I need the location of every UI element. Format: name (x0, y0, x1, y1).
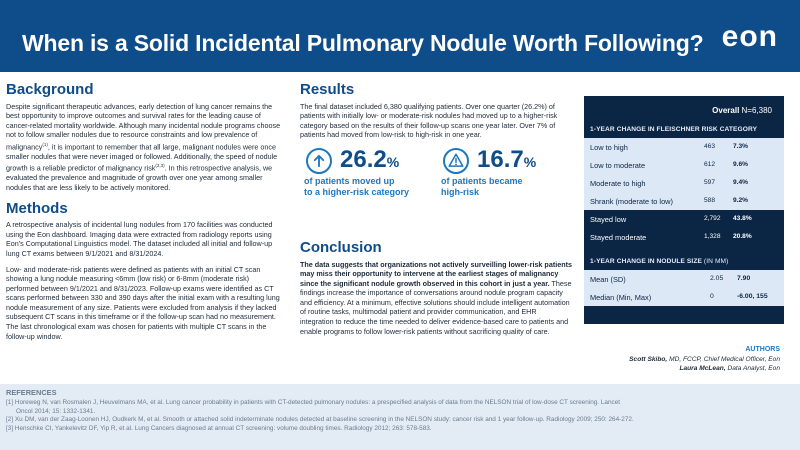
background-text-part1: Despite significant therapeutic advances, early detection of lung cancer remains the best opportunity to improve outcomes and survival rates for the leading cause of cancer-related mortality worldwide. Although many incidental nodule programs choose not to follow smaller nodules due to resource constraints and low prevalence of malignancy (6, 101, 281, 152)
background-text (6, 102, 283, 193)
up-arrow-circle-icon (306, 148, 332, 174)
risk-row-percent: 9.4% (733, 179, 749, 186)
background-text-part2: , it is important to remember that all large, malignant nodules were once smaller nodules that were never imaged or followed. Additionally, the speed of nodule growth is a reliable predictor of malignancy risk (6, 142, 278, 173)
risk-row-label: Low to moderate (590, 161, 646, 170)
risk-row (584, 156, 784, 174)
stat-label-line-2: to a higher-risk category (304, 186, 410, 197)
reference-2: [2] Xu DM, van der Zaag-Loonen HJ, Oudkerk M, et al. Smooth or attached solid indeterminate nodules detected at baseline screening in the NELSON study: cancer risk and 1 year follow-up. Radiology 2009; 250: 264-272. (6, 416, 634, 424)
authors-block (584, 346, 780, 373)
size-row-value-1: 2.05 (710, 275, 724, 282)
risk-row-count: 588 (704, 197, 716, 204)
stat-value-number: 26.2 (340, 145, 387, 173)
stat-label (304, 176, 409, 198)
risk-row-label: Stayed low (590, 215, 627, 224)
risk-row-count: 612 (704, 161, 716, 168)
stat-label (441, 176, 523, 198)
size-row (584, 270, 784, 288)
risk-row-count: 463 (704, 143, 716, 150)
risk-row-label: Stayed moderate (590, 233, 647, 242)
size-table (584, 270, 784, 306)
size-row-value-2: -6.00, 155 (737, 293, 768, 300)
left-column (6, 82, 283, 341)
stat-label-line-1: of patients moved up (304, 175, 395, 186)
results-table-panel (584, 96, 784, 324)
author-1-name: Scott Skibo, (629, 356, 668, 363)
background-heading: Background (6, 81, 94, 98)
risk-row-percent: 9.6% (733, 161, 749, 168)
risk-row-label: Moderate to high (590, 179, 646, 188)
size-row-value-2: 7.90 (737, 275, 751, 282)
risk-row-percent: 9.2% (733, 197, 749, 204)
size-row-label: Mean (SD) (590, 275, 626, 284)
stat-value (340, 146, 399, 174)
references-footer (0, 384, 800, 450)
risk-row-percent: 20.8% (733, 233, 752, 240)
warning-triangle-icon (443, 148, 469, 174)
panel-header (584, 96, 784, 122)
risk-row-label: Low to high (590, 143, 628, 152)
size-title-unit: (IN MM) (703, 258, 729, 265)
references-heading: REFERENCES (6, 388, 57, 397)
methods-para-2: Low- and moderate-risk patients were defined as patients with an initial CT scan showing a lung nodule measuring <6mm (low risk) or 6-8mm (moderate risk) performed between 9/1/2021 and 8/31/2023. Follow-up exams were identified as CT scans performed between 330 and 390 days after the initial exam with a resulting lung nodule measurement of any size. Patients were excluded from analysis if they lacked subsequent CT scans in this timeframe or if the follow-up scan had no measurement. The last chronological exam was chosen for patients with multiple CT scans in the follow-up window. (6, 264, 280, 341)
conclusion-text (300, 260, 572, 337)
stat-value-unit: % (523, 153, 537, 170)
risk-row (584, 228, 784, 246)
author-2 (584, 364, 780, 373)
conclusion-heading: Conclusion (300, 239, 382, 256)
size-row (584, 288, 784, 306)
methods-heading: Methods (6, 199, 68, 217)
stat-label-line-2: high-risk (441, 186, 480, 197)
reference-1-continued: Oncol 2014; 15: 1332-1341. (16, 407, 96, 415)
header-banner (0, 0, 800, 72)
ref-superscript-2: (2,3) (155, 163, 165, 169)
background-text-part3: . In this retrospective analysis, we evaluated the prevalence and magnitude of growth over one year among smaller nodules that are less likely to be actively monitored. (6, 163, 273, 193)
stat-value-unit: % (386, 153, 400, 170)
author-1 (584, 355, 780, 364)
risk-table (584, 138, 784, 246)
risk-row-count: 2,792 (704, 215, 721, 222)
author-2-name: Laura McLean, (679, 365, 726, 372)
methods-para-1: A retrospective analysis of incidental lung nodules from 170 facilities was conducted using the Eon dashboard. Imaging data were extracted from radiology reports using Eon's Computational Linguistics model. The dataset included all initial and follow-up lung CT exams between 9/1/2021 and 8/31/2024. (6, 220, 273, 258)
overall-label (712, 106, 772, 115)
poster-title: When is a Solid Incidental Pulmonary Nodule Worth Following? (22, 30, 704, 56)
conclusion-section (300, 240, 572, 336)
size-title-text: 1-YEAR CHANGE IN NODULE SIZE (590, 258, 702, 265)
authors-heading: AUTHORS (745, 346, 780, 353)
conclusion-rest-text: These findings increase the importance of conversations around nodule program capacity and efficiency. At a minimum, effective solutions should include intelligent automation of routine tasks, multimodal patient and provider communication, and EHR integration to reduce the time needed to deliver evidence-based care to patients and enable programs to follow lower-risk patients without sacrificing quality of care. (300, 278, 572, 336)
results-column (300, 82, 572, 256)
stat-value-number: 16.7 (477, 145, 524, 173)
size-section-title (584, 254, 784, 270)
risk-row (584, 138, 784, 156)
overall-n: N=6,380 (741, 106, 772, 115)
reference-3: [3] Henschke CI, Yankelevitz DF, Yip R, et al. Lung Cancers diagnosed at annual CT screening: volume doubling times. Radiology 2012; 263: 578-583. (6, 424, 432, 432)
conclusion-bold-text: The data suggests that organizations not actively surveilling lower-risk patients may miss their opportunity to intervene at the earliest stages of malignancy since the significant nodule growth observed in this cohort in just a year. (300, 259, 572, 288)
risk-section-title: 1-YEAR CHANGE IN FLEISCHNER RISK CATEGORY (590, 126, 758, 133)
risk-row-count: 597 (704, 179, 716, 186)
risk-row-percent: 43.8% (733, 215, 752, 222)
ref-superscript-1: (1) (42, 141, 48, 147)
risk-row-percent: 7.3% (733, 143, 749, 150)
risk-row-label: Shrank (moderate to low) (590, 197, 673, 206)
risk-row (584, 174, 784, 192)
results-text: The final dataset included 6,380 qualifying patients. Over one quarter (26.2%) of patients with initially low- or moderate-risk nodules had moved up to a higher-risk category based on the results of their follow-up scans one year later. Over 7% of patients had moved from low-risk to high-risk in one year. (300, 101, 558, 140)
overall-text: Overall (712, 106, 740, 115)
risk-row (584, 192, 784, 210)
risk-row-count: 1,328 (704, 233, 721, 240)
stat-label-line-1: of patients became (441, 175, 523, 186)
author-2-role: Data Analyst, Eon (725, 365, 780, 372)
reference-1: [1] Horeweg N, van Rosmalen J, Heuvelmans MA, et al. Lung cancer probability in patients with CT-detected pulmonary nodules: a prespecified analysis of data from the NELSON trial of low-dose CT screening. Lancet (6, 399, 621, 406)
size-row-label: Median (Min, Max) (590, 293, 652, 302)
size-row-value-1: 0 (710, 293, 714, 300)
eon-logo: eon (721, 20, 778, 53)
author-1-role: MD, FCCP, Chief Medical Officer, Eon (667, 356, 780, 363)
results-heading: Results (300, 81, 355, 98)
risk-row (584, 210, 784, 228)
stat-value (477, 146, 536, 174)
